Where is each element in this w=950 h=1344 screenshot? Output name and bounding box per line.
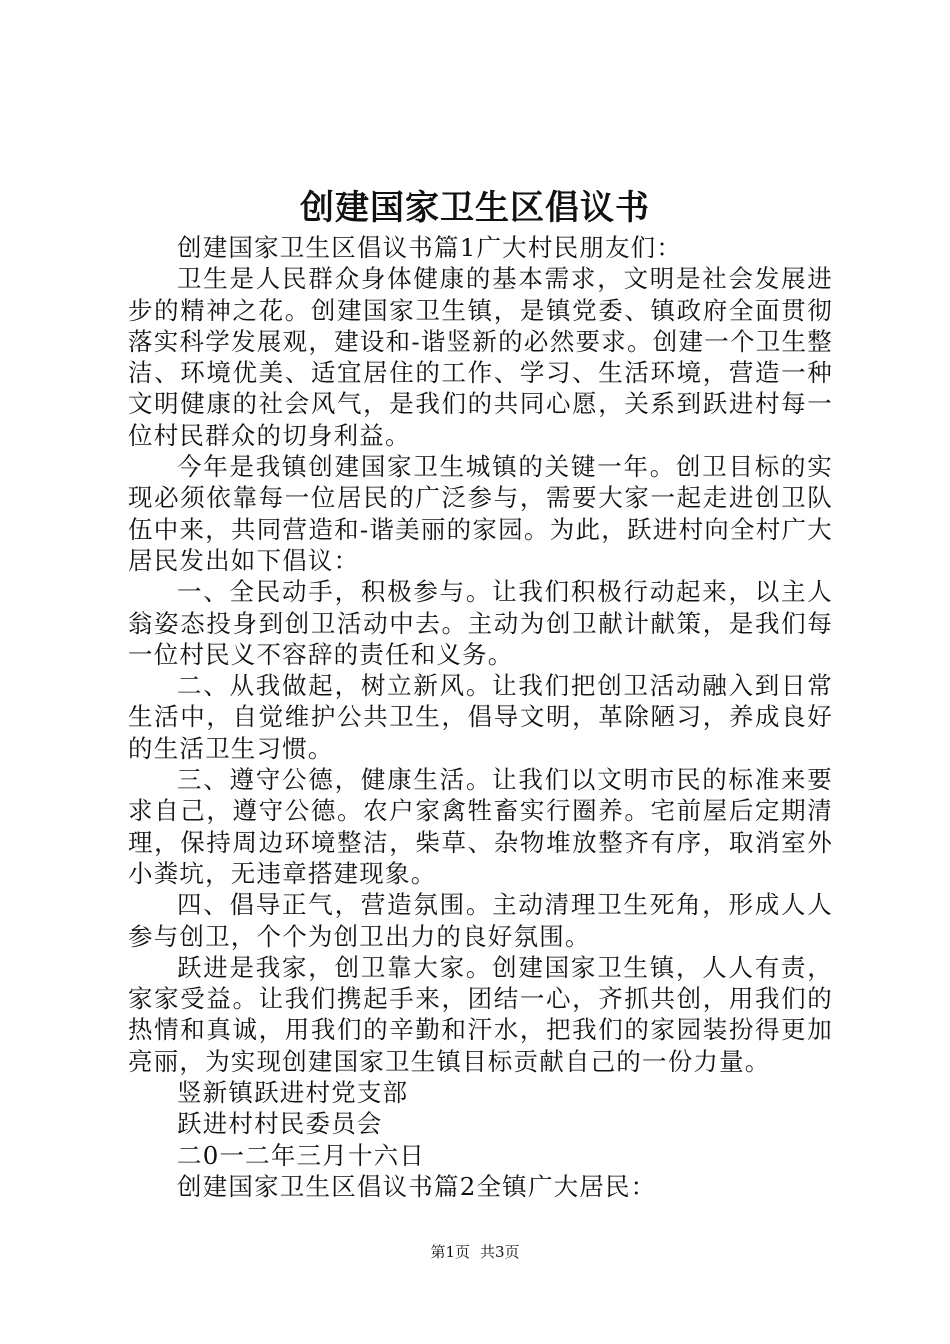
document-body [128, 232, 833, 1202]
paragraph-closing: 跃进是我家，创卫靠大家。创建国家卫生镇，人人有责，家家受益。让我们携起手来，团结一心，齐抓共创，用我们的热情和真诚，用我们的辛勤和汗水，把我们的家园装扮得更加亮丽，为实现创建国家卫生镇目标贡献自己的一份力量。 [128, 952, 833, 1076]
signature-committee: 跃进村村民委员会 [177, 1109, 383, 1139]
paragraph-point-1: 一、全民动手，积极参与。让我们积极行动起来，以主人翁姿态投身到创卫活动中去。主动为创卫献计献策，是我们每一位村民义不容辞的责任和义务。 [128, 577, 833, 669]
signature-date: 二0一二年三月十六日 [177, 1140, 426, 1170]
page-total: 共3页 [480, 1243, 520, 1261]
paragraph-point-4: 四、倡导正气，营造氛围。主动清理卫生死角，形成人人参与创卫，个个为创卫出力的良好氛围。 [128, 890, 833, 951]
paragraph-point-2: 二、从我做起，树立新风。让我们把创卫活动融入到日常生活中，自觉维护公共卫生，倡导文明，革除陋习，养成良好的生活卫生习惯。 [128, 671, 833, 763]
document-title: 创建国家卫生区倡议书 [300, 188, 650, 228]
paragraph-point-3: 三、遵守公德，健康生活。让我们以文明市民的标准来要求自己，遵守公德。农户家禽牲畜实行圈养。宅前屋后定期清理，保持周边环境整洁，柴草、杂物堆放整齐有序，取消室外小粪坑，无违章搭建现象。 [128, 765, 833, 888]
paragraph-greeting-1: 创建国家卫生区倡议书篇1广大村民朋友们： [177, 233, 683, 262]
page-footer [0, 1242, 950, 1262]
page-number: 第1页 [430, 1243, 470, 1261]
paragraph-greeting-2: 创建国家卫生区倡议书篇2全镇广大居民： [177, 1171, 657, 1201]
paragraph-intro: 卫生是人民群众身体健康的基本需求，文明是社会发展进步的精神之花。创建国家卫生镇，是镇党委、镇政府全面贯彻落实科学发展观，建设和-谐竖新的必然要求。创建一个卫生整洁、环境优美、适宜居住的工作、学习、生活环境，营造一种文明健康的社会风气，是我们的共同心愿，关系到跃进村每一位村民群众的切身利益。 [128, 264, 833, 450]
paragraph-this-year: 今年是我镇创建国家卫生城镇的关键一年。创卫目标的实现必须依靠每一位居民的广泛参与，需要大家一起走进创卫队伍中来，共同营造和-谐美丽的家园。为此，跃进村向全村广大居民发出如下倡议： [128, 452, 833, 575]
signature-party-branch: 竖新镇跃进村党支部 [177, 1078, 409, 1108]
